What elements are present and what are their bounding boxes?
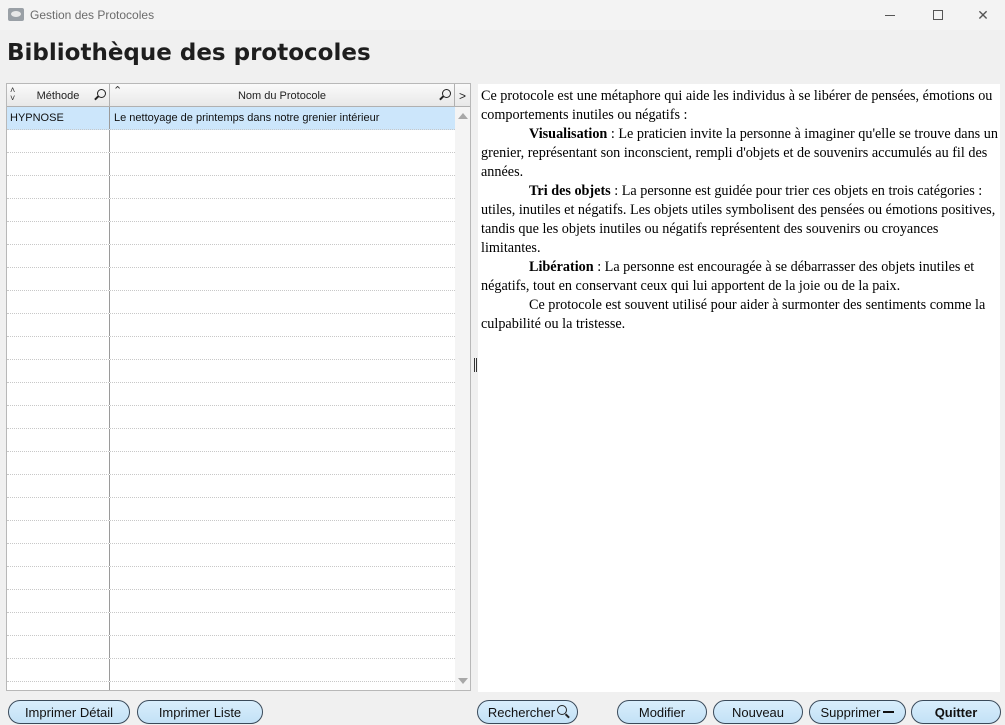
table-row[interactable] <box>7 153 455 176</box>
table-row[interactable] <box>7 521 455 544</box>
column-header-methode[interactable] <box>7 84 110 107</box>
minimize-icon <box>885 15 895 16</box>
maximize-icon <box>933 10 943 20</box>
cell-methode[interactable]: HYPNOSE <box>7 107 110 129</box>
table-row[interactable] <box>7 590 455 613</box>
delete-button[interactable] <box>809 700 906 724</box>
vertical-scrollbar[interactable] <box>455 107 470 690</box>
modify-button[interactable]: Modifier <box>617 700 707 724</box>
new-button[interactable]: Nouveau <box>713 700 803 724</box>
description-section <box>481 125 998 182</box>
search-icon[interactable] <box>442 89 451 98</box>
sort-asc-icon[interactable]: ⌃ <box>113 85 123 97</box>
section-text: : Le praticien invite la personne à imaginer qu'elle se trouve dans un grenier, représentant son inconscient, rempli d'objets et de souvenirs accumulés au fil des années. <box>481 126 998 180</box>
maximize-button[interactable] <box>915 0 961 30</box>
column-label-nom: Nom du Protocole <box>237 89 327 102</box>
table-row[interactable] <box>7 199 455 222</box>
table-row[interactable] <box>7 360 455 383</box>
table-row[interactable] <box>7 682 455 690</box>
protocol-description[interactable] <box>478 84 1000 692</box>
more-columns-button[interactable] <box>455 84 470 107</box>
section-text: : La personne est encouragée à se débarrasser des objets inutiles et négatifs, tout en conservant ceux qui lui apportent de la joie ou de la paix. <box>481 259 975 294</box>
search-icon <box>557 705 567 715</box>
quit-button[interactable]: Quitter <box>911 700 1001 724</box>
eye-icon <box>8 8 24 21</box>
search-icon[interactable] <box>97 89 106 98</box>
chevron-right-icon: > <box>458 88 466 103</box>
protocol-table[interactable] <box>6 83 471 691</box>
table-row[interactable] <box>7 475 455 498</box>
description-section <box>481 258 998 296</box>
section-text: : La personne est guidée pour trier ces objets en trois catégories : utiles, inutiles et négatifs. Les objets utiles symbolisent des pensées ou émotions positives, tandis que les objets inutiles ou négatifs représentent des souvenirs ou croyances limitantes. <box>481 183 996 256</box>
page-title: Bibliothèque des protocoles <box>7 40 371 66</box>
section-term: Tri des objets <box>529 183 611 199</box>
table-row[interactable] <box>7 567 455 590</box>
table-row[interactable] <box>7 406 455 429</box>
scroll-down-icon[interactable] <box>458 678 468 684</box>
search-button-label: Rechercher <box>487 704 556 720</box>
table-row[interactable] <box>7 291 455 314</box>
close-icon: ✕ <box>977 6 989 23</box>
table-row[interactable] <box>7 107 455 130</box>
table-body <box>7 107 455 690</box>
table-row[interactable] <box>7 268 455 291</box>
print-list-button[interactable]: Imprimer Liste <box>137 700 263 724</box>
print-detail-button[interactable]: Imprimer Détail <box>8 700 130 724</box>
table-row[interactable] <box>7 452 455 475</box>
table-header <box>7 84 470 107</box>
cell-nom[interactable]: Le nettoyage de printemps dans notre grenier intérieur <box>114 112 380 124</box>
table-row[interactable] <box>7 636 455 659</box>
table-row[interactable] <box>7 429 455 452</box>
table-row[interactable] <box>7 176 455 199</box>
scroll-up-icon[interactable] <box>458 113 468 119</box>
table-row[interactable] <box>7 613 455 636</box>
description-closing: Ce protocole est souvent utilisé pour aider à surmonter des sentiments comme la culpabilité ou la tristesse. <box>481 297 986 332</box>
panel-splitter[interactable] <box>474 358 477 372</box>
table-row[interactable] <box>7 544 455 567</box>
table-row[interactable] <box>7 659 455 682</box>
table-row[interactable] <box>7 245 455 268</box>
description-intro: Ce protocole est une métaphore qui aide les individus à se libérer de pensées, émotions ou comportements inutiles ou négatifs : <box>481 88 993 123</box>
section-term: Visualisation <box>529 126 608 142</box>
column-label-methode: Méthode <box>36 89 80 102</box>
sort-both-icon[interactable]: ˄ ˅ <box>10 85 16 103</box>
search-button[interactable] <box>477 700 578 724</box>
minus-icon <box>883 711 894 713</box>
description-section <box>481 182 998 258</box>
title-bar <box>0 0 1005 30</box>
column-header-nom[interactable] <box>110 84 455 107</box>
table-row[interactable] <box>7 498 455 521</box>
table-row[interactable] <box>7 222 455 245</box>
table-row[interactable] <box>7 383 455 406</box>
section-term: Libération <box>529 259 594 275</box>
close-button[interactable] <box>960 0 1005 30</box>
table-row[interactable] <box>7 314 455 337</box>
minimize-button[interactable] <box>867 0 913 30</box>
window-title: Gestion des Protocoles <box>30 8 155 22</box>
table-row[interactable] <box>7 130 455 153</box>
delete-button-label: Supprimer <box>820 704 881 720</box>
table-row[interactable] <box>7 337 455 360</box>
